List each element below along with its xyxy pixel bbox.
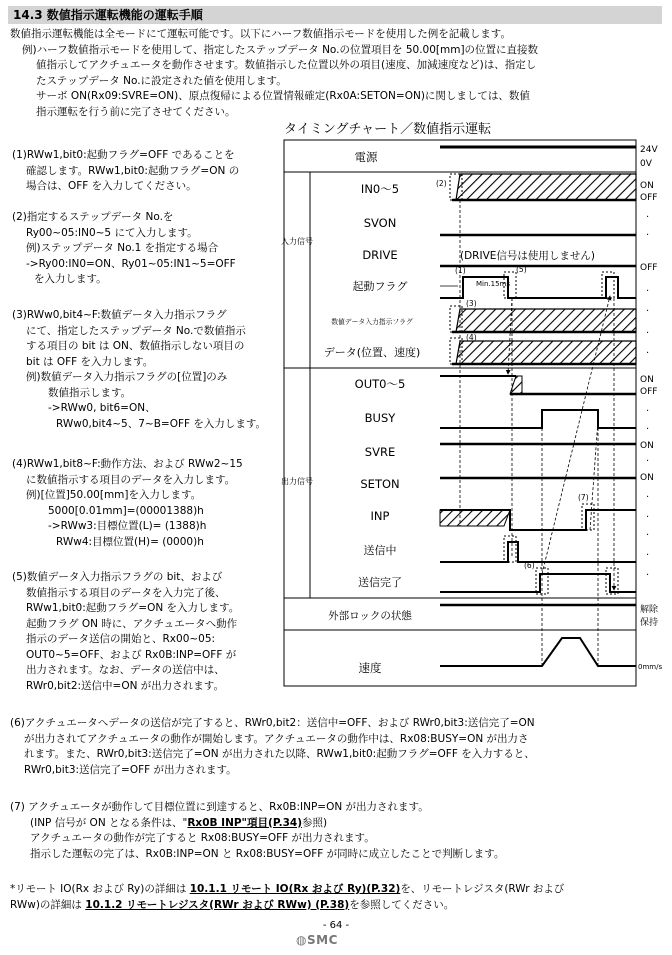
signal-in05-hatch <box>456 174 636 200</box>
step-line: 数値指示します。 <box>48 386 132 399</box>
row-label-sending: 送信中 <box>363 544 397 557</box>
signal-data-hatch <box>456 341 636 364</box>
state-dot: · <box>646 306 650 317</box>
row-label-start-flag: 起動フラグ <box>352 280 408 293</box>
para-line <box>10 882 660 898</box>
text-span: 参照) <box>302 816 328 829</box>
step-4 <box>12 457 282 550</box>
state-dot: · <box>646 286 650 297</box>
smc-logo-icon: ◍ <box>296 933 307 947</box>
intro-line: 指示運転を行う前に完了させてください。 <box>36 105 236 118</box>
state-dot: · <box>646 212 650 223</box>
step-line: に数値指示する項目のデータを入力します。 <box>26 473 236 486</box>
inp-link[interactable]: Rx0B INP"項目(P.34) <box>187 816 302 829</box>
text-span: を参照してください。 <box>349 898 455 911</box>
reference-note <box>10 882 660 913</box>
remote-io-link[interactable]: 10.1.1 リモート IO(Rx および Ry)(P.32) <box>189 883 401 895</box>
row-label-svon: SVON <box>363 216 397 230</box>
state-on: ON <box>640 375 654 385</box>
mark-label-3: (3) <box>466 299 477 308</box>
step-line: 指示のデータ送信の開始と、Rx00~05: <box>26 633 216 645</box>
text-span: を、リモートレジスタ(RWr および <box>400 883 565 895</box>
state-on: ON <box>640 441 654 451</box>
intro-line: たステップデータ No.に設定された値を使用します。 <box>36 74 287 87</box>
state-dot: · <box>646 456 650 467</box>
step-3 <box>12 308 282 432</box>
step-line: Ry00~05:IN0~5 にて入力します。 <box>26 226 198 239</box>
step-line: 数値指示する項目のデータを入力完了後、 <box>26 586 226 599</box>
intro-line: サーボ ON(Rx09:SVRE=ON)、原点復帰による位置情報確定(Rx0A:SETON=ON)に関しましては、数値 <box>36 90 530 102</box>
step-line: (4)RWw1,bit8~F:動作方法、および RWw2~15 <box>12 458 243 470</box>
text-span: (INP 信号が ON となる条件は、" <box>30 816 188 829</box>
state-on: ON <box>640 181 654 191</box>
state-dot: · <box>646 406 650 417</box>
intro-text <box>10 27 660 120</box>
intro-line: 例)ハーフ数値指示モードを使用して、指定したステップデータ No.の位置項目を 50.00[mm]の位置に直接数 <box>22 43 539 56</box>
step-line: にて、指定したステップデータ No.で数値指示 <box>26 324 246 337</box>
signal-num-flag-hatch <box>456 309 636 332</box>
logo-text: SMC <box>306 933 338 947</box>
step-line: する項目の bit は ON、数値指示しない項目の <box>26 340 245 352</box>
state-0v: 0V <box>640 159 652 169</box>
row-label-busy: BUSY <box>364 411 396 425</box>
step-5 <box>12 570 282 694</box>
step-line: RWw4:目標位置(H)= (0000)h <box>56 535 204 548</box>
step-line: RWw0,bit4~5、7~B=OFF を入力します。 <box>56 417 267 430</box>
state-dot: · <box>646 424 650 435</box>
state-dot: · <box>646 570 650 581</box>
step-line: 例)[位置]50.00[mm]を入力します。 <box>26 489 202 501</box>
state-release: 解除 <box>640 605 659 615</box>
row-label-seton: SETON <box>360 477 400 491</box>
state-dot: · <box>646 492 650 503</box>
mark-label-2: (2) <box>436 179 447 188</box>
remote-register-link[interactable]: 10.1.2 リモートレジスタ(RWr および RWw) (P.38) <box>85 898 350 911</box>
step-line: OUT0~5=OFF、および Rx0B:INP=OFF が <box>26 648 237 661</box>
mark-box <box>504 536 516 562</box>
state-dot: · <box>646 530 650 541</box>
row-label-in05: IN0～5 <box>360 182 400 196</box>
dashed-arrow <box>542 296 610 574</box>
signal-sending <box>440 542 636 562</box>
mark-box <box>606 568 618 594</box>
step-line: 例)ステップデータ No.1 を指定する場合 <box>26 242 219 254</box>
para-line: アクチュエータの動作が完了すると Rx08:BUSY=OFF が出力されます。 <box>30 832 375 844</box>
step-1 <box>12 148 282 195</box>
intro-line: 数値指示運転機能は全モードにて運転可能です。以下にハーフ数値指示モードを使用した例を記載します。 <box>10 28 511 40</box>
step-line: RWw1,bit0:起動フラグ=ON を入力します。 <box>26 602 240 614</box>
step-line: bit は OFF を入力します。 <box>26 355 154 368</box>
state-dot: · <box>646 328 650 339</box>
state-dot: · <box>646 550 650 561</box>
text-span: RWw)の詳細は <box>10 898 86 911</box>
para-line: RWr0,bit3:送信完了=OFF が出力されます。 <box>24 763 237 776</box>
section-title: 14.3 数値指示運転機能の運転手順 <box>8 6 662 24</box>
page-number: - 64 - <box>322 920 350 931</box>
para-line: (7) アクチュエータが動作して目標位置に到達すると、Rx0B:INP=ON が出力されます。 <box>10 801 429 813</box>
min-label: Min.15ms <box>476 280 511 288</box>
step-line: ->Ry00:IN0=ON、Ry01~05:IN1~5=OFF <box>26 257 236 270</box>
row-label-out05: OUT0～5 <box>354 377 406 391</box>
row-label-num-flag: 数値データ入力指示フラグ <box>331 318 413 326</box>
signal-start-flag <box>440 277 636 298</box>
state-off: OFF <box>640 263 658 273</box>
step-line: RWr0,bit2:送信中=ON が出力されます。 <box>26 679 224 692</box>
step-line: ->RWw0, bit6=ON、 <box>48 402 156 414</box>
mark-label-5: (5) <box>516 265 527 274</box>
row-label-inp: INP <box>370 509 390 523</box>
row-label-data: データ(位置、速度) <box>323 346 421 359</box>
state-speed-zero: 0mm/s <box>638 663 663 671</box>
para-line: が出力されてアクチュエータの動作が開始します。アクチュエータの動作中は、Rx08:BUSY=ON が出力さ <box>24 732 529 745</box>
mark-box <box>602 272 614 298</box>
step-line: ->RWw3:目標位置(L)= (1388)h <box>48 520 207 532</box>
step-line: 確認します。RWw1,bit0:起動フラグ=ON の <box>26 164 240 177</box>
para-line <box>10 816 660 832</box>
mark-label-7: (7) <box>578 493 589 502</box>
timing-chart-title: タイミングチャート／数値指示運転 <box>284 122 492 137</box>
step-line: 5000[0.01mm]=(00001388)h <box>48 504 204 517</box>
step-line: 場合は、OFF を入力してください。 <box>26 180 197 192</box>
row-label-ext-lock: 外部ロックの状態 <box>328 610 412 622</box>
group-input-label: 入力信号 <box>281 237 313 246</box>
state-dot: · <box>646 348 650 359</box>
step-line: 起動フラグ ON 時に、アクチュエータへ動作 <box>26 617 238 630</box>
row-label-send-done: 送信完了 <box>358 576 402 589</box>
state-off: OFF <box>640 387 658 397</box>
step-2 <box>12 210 282 288</box>
paragraph-6 <box>10 716 660 778</box>
group-output-label: 出力信号 <box>281 477 313 486</box>
signal-busy <box>440 410 636 428</box>
step-line: を入力します。 <box>34 273 107 285</box>
timing-chart <box>280 138 672 690</box>
state-dot: · <box>646 512 650 523</box>
signal-speed <box>440 638 636 666</box>
para-line: (6)アクチュエータへデータの送信が完了すると、RWr0,bit2：送信中=OFF、および RWr0,bit3:送信完了=ON <box>10 717 535 729</box>
para-line: れます。また、RWr0,bit3:送信完了=ON が出力された以降、RWw1,bit0:起動フラグ=OFF を入力すると、 <box>24 748 535 760</box>
state-off: OFF <box>640 193 658 203</box>
state-dot: · <box>646 230 650 241</box>
intro-line: 値指示してアクチュエータを動作させます。数値指示した位置以外の項目(速度、加減速度など)は、指定し <box>36 59 537 71</box>
para-line <box>10 898 660 914</box>
paragraph-7 <box>10 800 660 862</box>
mark-box-7 <box>582 504 594 530</box>
out05-area <box>440 378 516 394</box>
state-hold: 保持 <box>640 618 659 628</box>
step-line: 出力されます。なお、データの送信中は、 <box>26 664 225 676</box>
row-label-drive: DRIVE <box>362 248 398 262</box>
step-line: (2)指定するステップデータ No.を <box>12 211 174 223</box>
step-line: (3)RWw0,bit4~F:数値データ入力指示フラグ <box>12 309 227 321</box>
step-line: (1)RWw1,bit0:起動フラグ=OFF であることを <box>12 149 235 161</box>
mark-label-1: (1) <box>455 266 466 275</box>
signal-send-done <box>440 574 636 592</box>
step-line: (5)数値データ入力指示フラグの bit、および <box>12 571 223 583</box>
drive-note: (DRIVE信号は使用しません) <box>460 250 595 262</box>
para-line: 指示した運転の完了は、Rx0B:INP=ON と Rx08:BUSY=OFF が同時に成立したことで判断します。 <box>30 847 505 860</box>
state-24v: 24V <box>640 145 658 155</box>
mark-label-4: (4) <box>466 333 477 342</box>
text-span: *リモート IO(Rx および Ry)の詳細は <box>10 883 190 895</box>
mark-label-6: (6) <box>524 561 535 570</box>
state-on: ON <box>640 473 654 483</box>
signal-inp-hatch <box>440 510 510 526</box>
step-line: 例)数値データ入力指示フラグの[位置]のみ <box>26 371 228 383</box>
row-label-svre: SVRE <box>364 445 396 459</box>
smc-logo <box>296 933 338 947</box>
row-label-speed: 速度 <box>358 661 382 675</box>
row-label-power: 電源 <box>354 150 378 164</box>
